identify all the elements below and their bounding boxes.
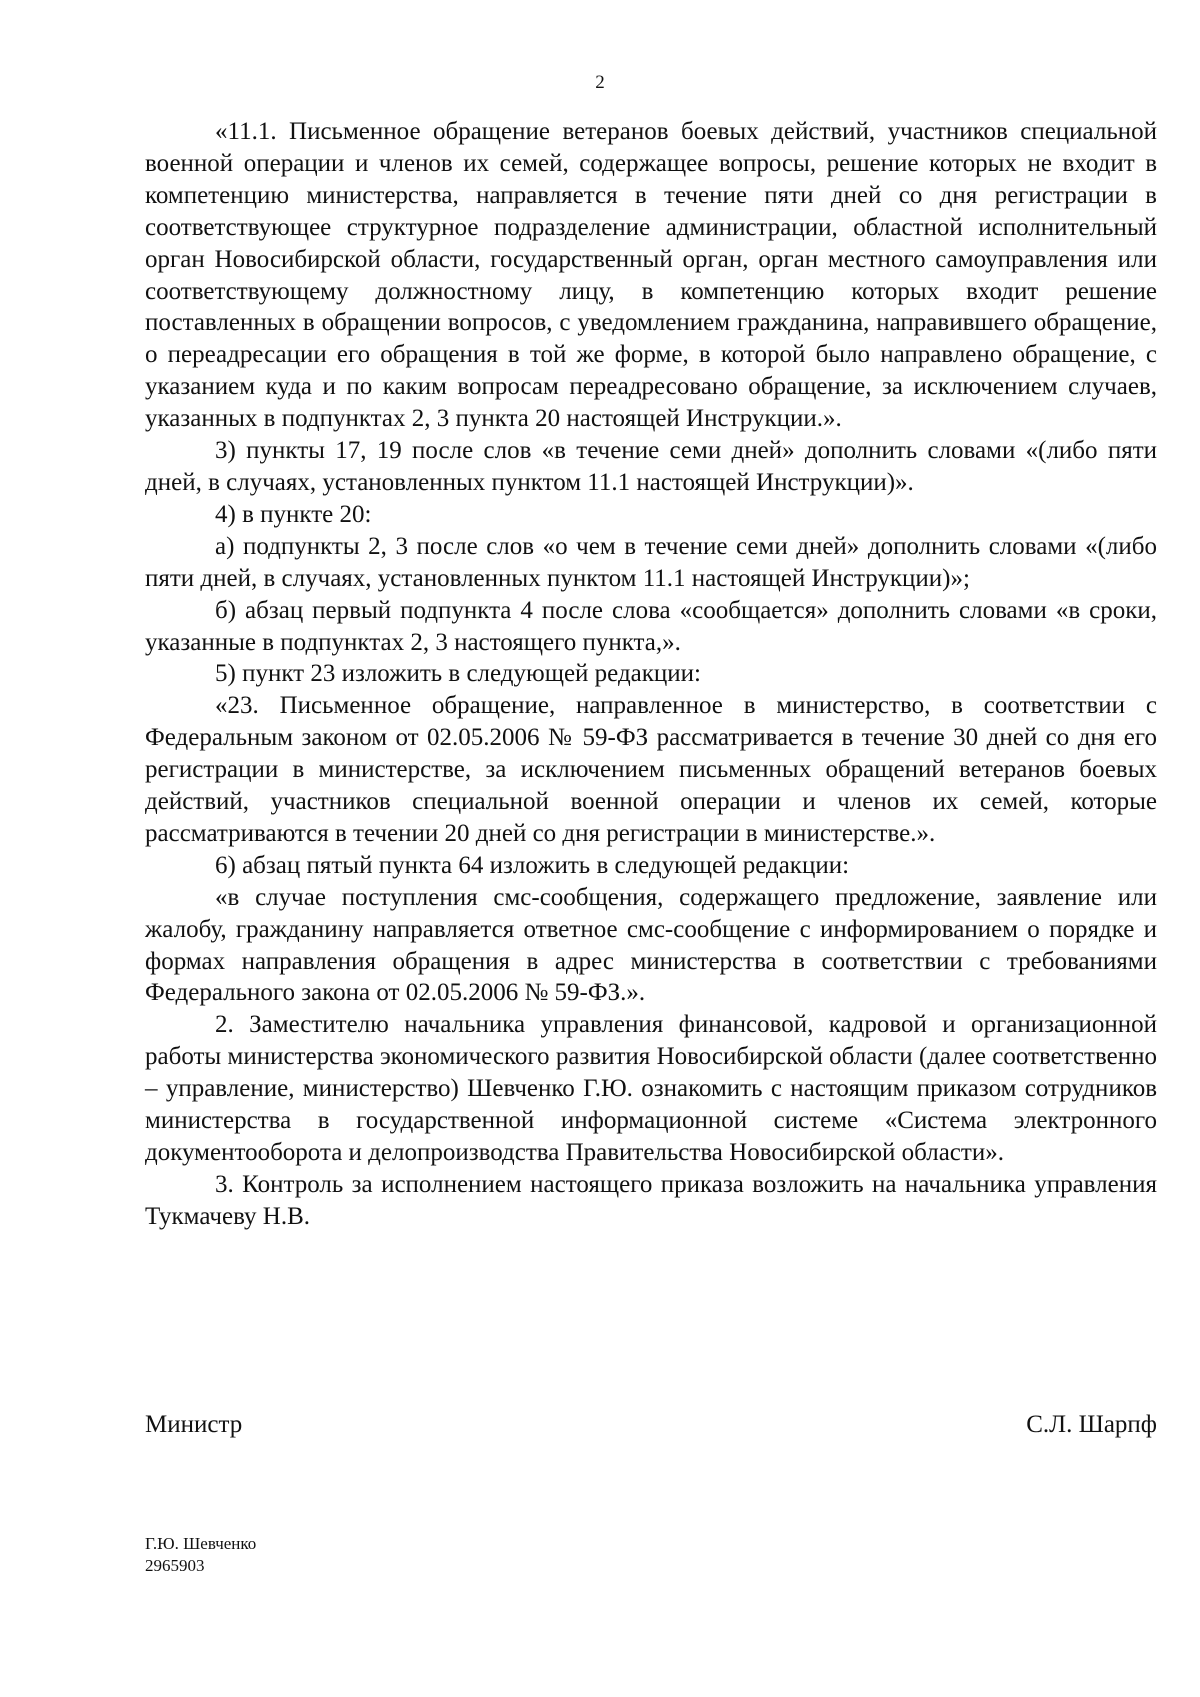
paragraph-clause-11-1: «11.1. Письменное обращение ветеранов боевых действий, участников специальной военной операции и членов их семей, содержащее вопросы, решение которых не входит в компетенцию министерства, направляется в течение пяти дней со дня регистрации в соответствующее структурное подразделение администрации, областной исполнительный орган Новосибирской области, государственный орган, орган местного самоуправления или соответствующему должностному лицу, в компетенцию которых входит решение поставленных в обращении вопросов, с уведомлением гражданина, направившего обращение, о переадресации его обращения в той же форме, в которой было направлено обращение, с указанием куда и по каким вопросам переадресовано обращение, за исключением случаев, указанных в подпунктах 2, 3 пункта 20 настоящей Инструкции.». bbox=[145, 118, 1157, 433]
executor-phone: 2965903 bbox=[145, 1556, 205, 1575]
paragraph-item-3: 3) пункты 17, 19 после слов «в течение семи дней» дополнить словами «(либо пяти дней, в случаях, установленных пунктом 11.1 настоящей Инструкции)». bbox=[145, 437, 1157, 496]
signature-block bbox=[145, 1410, 1157, 1440]
signatory-position: Министр bbox=[145, 1411, 243, 1438]
paragraph-item-5: 5) пункт 23 изложить в следующей редакции: bbox=[215, 660, 701, 688]
paragraph-order-2: 2. Заместителю начальника управления финансовой, кадровой и организационной работы министерства экономического развития Новосибирской области (далее соответственно – управление, министерство) Шевченко Г.Ю. ознакомить с настоящим приказом сотрудников министерства в государственной информационной системе «Система электронного документооборота и делопроизводства Правительства Новосибирской области». bbox=[145, 1011, 1157, 1166]
page-number: 2 bbox=[595, 72, 605, 93]
signatory-name: С.Л. Шарпф bbox=[1026, 1411, 1157, 1438]
paragraph-clause-23: «23. Письменное обращение, направленное в министерство, в соответствии с Федеральным законом от 02.05.2006 № 59-ФЗ рассматривается в течение 30 дней со дня его регистрации в министерстве, за исключением письменных обращений ветеранов боевых действий, участников специальной военной операции и членов их семей, которые рассматриваются в течении 20 дней со дня регистрации в министерстве.». bbox=[145, 692, 1157, 847]
executor-footer bbox=[145, 1533, 256, 1577]
paragraph-item-6: 6) абзац пятый пункта 64 изложить в следующей редакции: bbox=[215, 851, 850, 879]
document-body bbox=[145, 116, 1157, 1233]
paragraph-sms-clause: «в случае поступления смс-сообщения, содержащего предложение, заявление или жалобу, гражданину направляется ответное смс-сообщение с информированием о порядке и формах направления обращения в адрес министерства в соответствии с требованиями Федерального закона от 02.05.2006 № 59-ФЗ.». bbox=[145, 883, 1157, 1007]
executor-name: Г.Ю. Шевченко bbox=[145, 1534, 257, 1553]
paragraph-order-3: 3. Контроль за исполнением настоящего приказа возложить на начальника управления Тукмачеву Н.В. bbox=[145, 1170, 1157, 1230]
paragraph-item-4b: б) абзац первый подпункта 4 после слова «сообщается» дополнить словами «в сроки, указанные в подпунктах 2, 3 настоящего пункта,». bbox=[145, 596, 1157, 656]
paragraph-item-4: 4) в пункте 20: bbox=[215, 500, 372, 528]
paragraph-item-4a: а) подпункты 2, 3 после слов «о чем в течение семи дней» дополнить словами «(либо пяти дней, в случаях, установленных пунктом 11.1 настоящей Инструкции)»; bbox=[145, 532, 1157, 592]
